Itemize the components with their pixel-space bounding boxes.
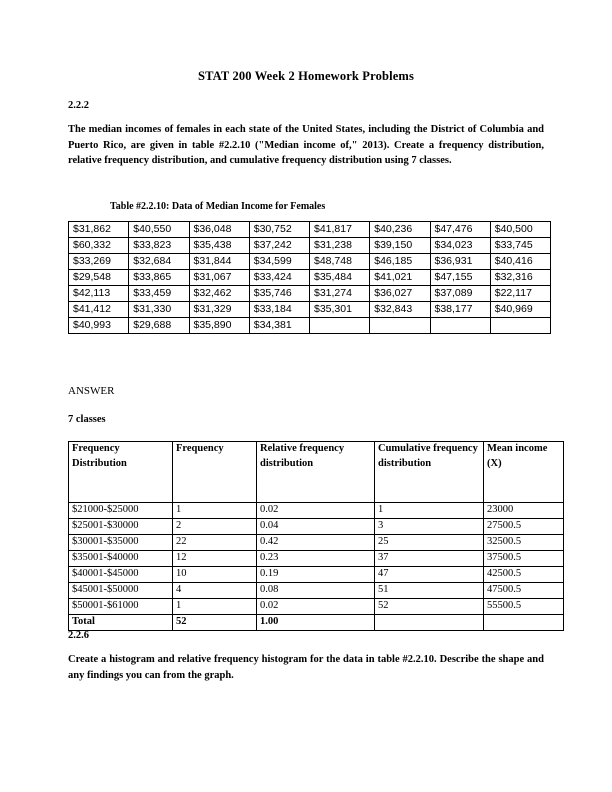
value-cell: 0.02 xyxy=(257,503,375,519)
table-row xyxy=(69,583,564,599)
data-cell: $31,274 xyxy=(310,286,370,302)
page-title: STAT 200 Week 2 Homework Problems xyxy=(198,69,414,83)
value-cell: 42500.5 xyxy=(484,567,564,583)
value-cell: 52 xyxy=(375,599,484,615)
header-cumulative-frequency-distribution: Cumulative frequency distribution xyxy=(375,442,484,503)
data-cell: $41,021 xyxy=(370,270,430,286)
value-cell: 0.23 xyxy=(257,551,375,567)
data-cell: $36,048 xyxy=(189,222,249,238)
data-cell: $35,484 xyxy=(310,270,370,286)
value-cell: 0.08 xyxy=(257,583,375,599)
data-cell: $33,865 xyxy=(129,270,189,286)
table-header-row xyxy=(69,442,564,503)
table-row xyxy=(69,286,551,302)
frequency-distribution-table xyxy=(68,441,564,631)
data-cell: $35,890 xyxy=(189,318,249,334)
value-cell: 0.19 xyxy=(257,567,375,583)
section-number-2-2-6: 2.2.6 xyxy=(68,630,89,641)
data-cell: $32,684 xyxy=(129,254,189,270)
data-cell: $37,089 xyxy=(430,286,490,302)
total-cell: 52 xyxy=(173,615,257,631)
data-cell: $29,548 xyxy=(69,270,129,286)
data-cell: $42,113 xyxy=(69,286,129,302)
value-cell: 23000 xyxy=(484,503,564,519)
data-cell: $40,550 xyxy=(129,222,189,238)
class-range-cell: $21000-$25000 xyxy=(69,503,173,519)
section-number-2-2-2: 2.2.2 xyxy=(68,100,89,111)
answer-heading: ANSWER xyxy=(68,385,115,397)
data-table-caption: Table #2.2.10: Data of Median Income for Females xyxy=(110,201,326,212)
table-row xyxy=(69,270,551,286)
data-cell: $33,823 xyxy=(129,238,189,254)
data-cell: $36,027 xyxy=(370,286,430,302)
median-income-data-table xyxy=(68,221,551,334)
table-row xyxy=(69,318,551,334)
table-row xyxy=(69,567,564,583)
data-cell: $31,067 xyxy=(189,270,249,286)
data-cell xyxy=(370,318,430,334)
data-cell: $30,752 xyxy=(249,222,309,238)
data-cell: $35,438 xyxy=(189,238,249,254)
table-row xyxy=(69,222,551,238)
data-cell: $31,862 xyxy=(69,222,129,238)
value-cell: 47 xyxy=(375,567,484,583)
data-cell: $32,843 xyxy=(370,302,430,318)
value-cell: 0.42 xyxy=(257,535,375,551)
value-cell: 1 xyxy=(173,503,257,519)
total-cell: Total xyxy=(69,615,173,631)
data-cell: $35,746 xyxy=(249,286,309,302)
class-range-cell: $35001-$40000 xyxy=(69,551,173,567)
problem-2-2-6-text: Create a histogram and relative frequency histogram for the data in table #2.2.10. Describe the shape and any findings you can from the graph. xyxy=(68,654,544,681)
total-row xyxy=(69,615,564,631)
data-cell: $60,332 xyxy=(69,238,129,254)
class-range-cell: $25001-$30000 xyxy=(69,519,173,535)
data-cell: $35,301 xyxy=(310,302,370,318)
data-cell: $31,329 xyxy=(189,302,249,318)
total-cell: 1.00 xyxy=(257,615,375,631)
data-cell xyxy=(430,318,490,334)
table-row xyxy=(69,519,564,535)
table-row xyxy=(69,599,564,615)
table-row xyxy=(69,503,564,519)
data-cell: $34,599 xyxy=(249,254,309,270)
data-cell: $40,416 xyxy=(490,254,550,270)
value-cell: 47500.5 xyxy=(484,583,564,599)
value-cell: 3 xyxy=(375,519,484,535)
data-cell: $29,688 xyxy=(129,318,189,334)
header-relative-frequency-distribution: Relative frequency distribution xyxy=(257,442,375,503)
table-row xyxy=(69,302,551,318)
total-cell xyxy=(484,615,564,631)
data-cell: $32,462 xyxy=(189,286,249,302)
table-row xyxy=(69,551,564,567)
data-cell: $40,993 xyxy=(69,318,129,334)
total-cell xyxy=(375,615,484,631)
class-range-cell: $50001-$61000 xyxy=(69,599,173,615)
data-cell xyxy=(310,318,370,334)
data-cell: $33,459 xyxy=(129,286,189,302)
table-row xyxy=(69,535,564,551)
table-row xyxy=(69,238,551,254)
data-cell: $33,424 xyxy=(249,270,309,286)
data-cell: $39,150 xyxy=(370,238,430,254)
header-mean-income: Mean income (X) xyxy=(484,442,564,503)
value-cell: 37 xyxy=(375,551,484,567)
value-cell: 27500.5 xyxy=(484,519,564,535)
data-cell: $41,817 xyxy=(310,222,370,238)
data-cell: $32,316 xyxy=(490,270,550,286)
data-cell xyxy=(490,318,550,334)
header-frequency: Frequency xyxy=(173,442,257,503)
problem-2-2-2-text: The median incomes of females in each state of the United States, including the District of Columbia and Puerto Rico, are given in table #2.2.10 ("Median income of," 2013). Create a frequency distribution, relative frequency distribution, and cumulative frequency distribution using 7 classes. xyxy=(68,124,544,167)
value-cell: 0.04 xyxy=(257,519,375,535)
table-row xyxy=(69,254,551,270)
class-range-cell: $45001-$50000 xyxy=(69,583,173,599)
class-range-cell: $30001-$35000 xyxy=(69,535,173,551)
data-cell: $40,969 xyxy=(490,302,550,318)
class-range-cell: $40001-$45000 xyxy=(69,567,173,583)
data-cell: $41,412 xyxy=(69,302,129,318)
data-cell: $40,500 xyxy=(490,222,550,238)
data-cell: $33,745 xyxy=(490,238,550,254)
value-cell: 55500.5 xyxy=(484,599,564,615)
data-cell: $33,269 xyxy=(69,254,129,270)
data-cell: $22,117 xyxy=(490,286,550,302)
data-cell: $33,184 xyxy=(249,302,309,318)
data-cell: $31,238 xyxy=(310,238,370,254)
value-cell: 25 xyxy=(375,535,484,551)
value-cell: 1 xyxy=(173,599,257,615)
data-cell: $37,242 xyxy=(249,238,309,254)
value-cell: 12 xyxy=(173,551,257,567)
value-cell: 2 xyxy=(173,519,257,535)
data-cell: $36,931 xyxy=(430,254,490,270)
data-cell: $34,023 xyxy=(430,238,490,254)
data-cell: $48,748 xyxy=(310,254,370,270)
header-frequency-distribution: Frequency Distribution xyxy=(69,442,173,503)
value-cell: 51 xyxy=(375,583,484,599)
value-cell: 22 xyxy=(173,535,257,551)
value-cell: 0.02 xyxy=(257,599,375,615)
value-cell: 1 xyxy=(375,503,484,519)
data-cell: $40,236 xyxy=(370,222,430,238)
data-cell: $47,155 xyxy=(430,270,490,286)
value-cell: 10 xyxy=(173,567,257,583)
data-cell: $34,381 xyxy=(249,318,309,334)
data-cell: $31,844 xyxy=(189,254,249,270)
data-cell: $31,330 xyxy=(129,302,189,318)
value-cell: 4 xyxy=(173,583,257,599)
data-cell: $38,177 xyxy=(430,302,490,318)
classes-label: 7 classes xyxy=(68,414,106,425)
data-cell: $47,476 xyxy=(430,222,490,238)
value-cell: 32500.5 xyxy=(484,535,564,551)
data-cell: $46,185 xyxy=(370,254,430,270)
value-cell: 37500.5 xyxy=(484,551,564,567)
